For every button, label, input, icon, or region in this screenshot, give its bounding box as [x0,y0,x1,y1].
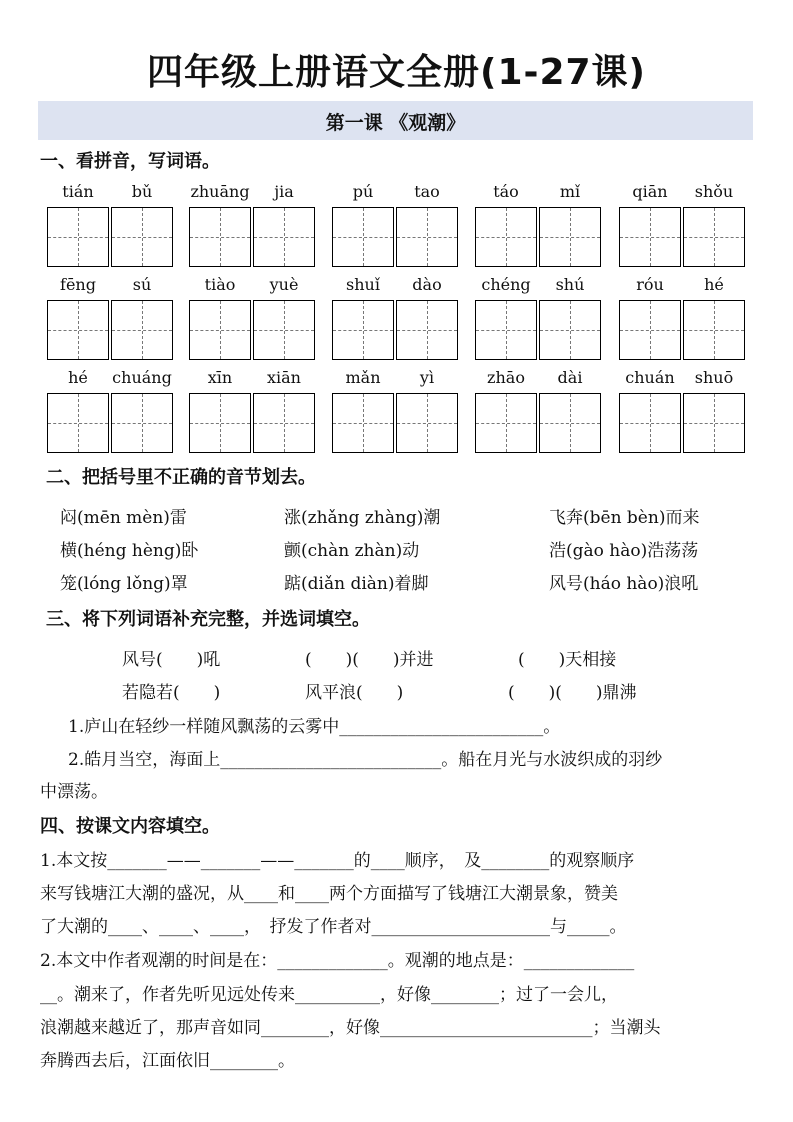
writing-cell[interactable] [475,393,537,453]
writing-cell[interactable] [619,300,681,360]
writing-cell[interactable] [47,393,109,453]
pinyin-label: zhuāng [190,182,250,201]
pinyin-label: pú [352,182,374,201]
section3-heading: 三、将下列词语补充完整，并选词填空。 [46,609,370,630]
section1-heading: 一、看拼音，写词语。 [40,151,220,172]
writing-cell[interactable] [683,393,745,453]
pinyin-choice-item: 闷(mēn mèn)雷 [60,508,187,528]
writing-cell[interactable] [253,207,315,267]
writing-cell[interactable] [619,207,681,267]
text-fill-line: 1.本文按_______——_______——_______的____顺序， 及________的观察顺序 [40,851,635,871]
pinyin-choice-item: 踮(diǎn diàn)着脚 [284,574,429,594]
writing-cell[interactable] [539,300,601,360]
text-fill-line: __。潮来了，作者先听见远处传来__________，好像________；过了一会儿， [40,985,618,1005]
pinyin-label: chuáng [112,368,172,387]
pinyin-label: tiào [204,275,236,294]
pinyin-label: mǐ [559,182,581,201]
pinyin-choice-item: 笼(lóng lǒng)罩 [60,574,188,594]
writing-cell[interactable] [332,207,394,267]
writing-cell[interactable] [332,300,394,360]
text-fill-line: 了大潮的____、____、____， 抒发了作者对_____________________与_____。 [40,917,627,937]
writing-cell[interactable] [47,207,109,267]
pinyin-label: táo [493,182,519,201]
writing-cell[interactable] [253,300,315,360]
pinyin-label: jia [274,182,294,201]
section4-heading: 四、按课文内容填空。 [40,816,220,837]
pinyin-label: shuō [694,368,734,387]
writing-cell[interactable] [111,207,173,267]
writing-cell[interactable] [47,300,109,360]
fill-question-2: 2.皓月当空，海面上__________________________。船在月光与水波织成的羽纱 [68,750,663,770]
pinyin-choice-item: 浩(gào hào)浩荡荡 [549,541,699,561]
writing-cell[interactable] [189,300,251,360]
writing-cell[interactable] [539,393,601,453]
pinyin-label: fēng [60,275,96,294]
pinyin-label: shú [555,275,585,294]
writing-cell[interactable] [111,300,173,360]
idiom-item: ( )( )并进 [305,650,434,670]
writing-cell[interactable] [111,393,173,453]
text-fill-line: 奔腾西去后，江面依旧________。 [40,1051,295,1071]
fill-question-1: 1.庐山在轻纱一样随风飘荡的云雾中________________________。 [68,717,561,737]
text-fill-line: 来写钱塘江大潮的盛况，从____和____两个方面描写了钱塘江大潮景象，赞美 [40,884,618,904]
idiom-item: 若隐若( ) [122,683,221,703]
writing-cell[interactable] [396,300,458,360]
pinyin-choice-item: 横(héng hèng)卧 [60,541,199,561]
section2-heading: 二、把括号里不正确的音节划去。 [46,467,316,488]
idiom-item: ( )( )鼎沸 [508,683,637,703]
text-fill-line: 浪潮越来越近了，那声音如同________，好像_________________________；当潮头 [40,1018,661,1038]
pinyin-label: róu [636,275,664,294]
writing-cell[interactable] [396,207,458,267]
pinyin-label: yuè [269,275,299,294]
text-fill-line: 2.本文中作者观潮的时间是在：_____________。观潮的地点是：_____________ [40,951,635,971]
writing-cell[interactable] [475,207,537,267]
fill-question-2-cont: 中漂荡。 [40,782,108,802]
writing-cell[interactable] [683,207,745,267]
page-title: 四年级上册语文全册(1-27课) [147,52,646,93]
idiom-item: 风号( )吼 [122,650,221,670]
pinyin-choice-item: 涨(zhǎng zhàng)潮 [284,508,441,528]
pinyin-choice-item: 颤(chàn zhàn)动 [284,541,420,561]
writing-cell[interactable] [396,393,458,453]
pinyin-label: dài [557,368,583,387]
pinyin-label: mǎn [345,368,381,387]
writing-cell[interactable] [683,300,745,360]
pinyin-label: tián [62,182,94,201]
idiom-item: ( )天相接 [518,650,617,670]
pinyin-label: sú [132,275,152,294]
writing-cell[interactable] [189,207,251,267]
writing-cell[interactable] [189,393,251,453]
pinyin-label: chéng [481,275,531,294]
writing-cell[interactable] [332,393,394,453]
pinyin-choice-item: 风号(háo hào)浪吼 [549,574,699,594]
pinyin-label: zhāo [487,368,525,387]
pinyin-label: dào [412,275,442,294]
writing-cell[interactable] [475,300,537,360]
pinyin-label: hé [68,368,88,387]
pinyin-label: bǔ [131,182,153,201]
pinyin-label: xīn [207,368,233,387]
writing-cell[interactable] [539,207,601,267]
pinyin-label: shuǐ [346,275,380,294]
pinyin-label: shǒu [694,182,734,201]
pinyin-label: hé [704,275,724,294]
pinyin-label: qiān [632,182,668,201]
pinyin-label: yì [419,368,435,387]
writing-cell[interactable] [253,393,315,453]
pinyin-choice-item: 飞奔(bēn bèn)而来 [549,508,700,528]
pinyin-label: chuán [625,368,675,387]
idiom-item: 风平浪( ) [305,683,404,703]
pinyin-label: tao [414,182,440,201]
writing-cell[interactable] [619,393,681,453]
pinyin-label: xiān [267,368,301,387]
lesson-title: 第一课 《观潮》 [325,112,466,134]
